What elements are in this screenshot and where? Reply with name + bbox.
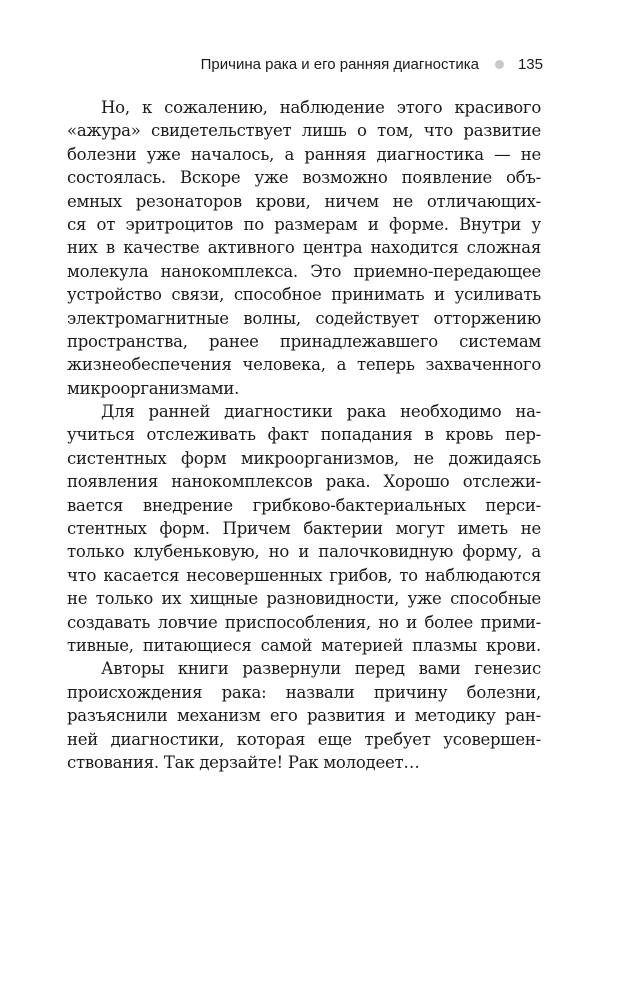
text-line: ствования. Так дерзайте! Рак молодеет… [67,752,420,772]
paragraph-2 [67,400,541,657]
text-line: электромагнитные волны, содействует отторжению [67,308,541,328]
text-line: пространства, ранее принадлежавшего системам [67,331,541,351]
text-line: только клубеньковую, но и палочковидную форму, а [67,542,541,562]
page-number: 135 [517,56,543,73]
text-line: систентных форм микроорганизмов, не дожидаясь [67,448,541,468]
text-line: разъяснили механизм его развития и методику ран- [67,706,541,726]
text-line: вается внедрение грибково-бактериальных перси- [67,495,541,515]
text-line: состоялась. Вскоре уже возможно появление объ- [67,168,541,188]
text-line: ся от эритроцитов по размерам и форме. Внутри у [67,214,541,234]
running-title: Причина рака и его ранняя диагностика [200,56,479,73]
bullet-separator-icon [495,60,504,69]
paragraph-1 [67,96,541,400]
text-line: не только их хищные разновидности, уже способные [67,589,541,609]
paragraph-3 [67,657,541,774]
text-line: появления нанокомплексов рака. Хорошо отслежи- [67,472,541,492]
text-line: создавать ловчие приспособления, но и более прими- [67,612,541,632]
text-line: «ажура» свидетельствует лишь о том, что развитие [67,121,541,141]
text-line: стентных форм. Причем бактерии могут иметь не [67,519,541,539]
text-line: устройство связи, способное принимать и усиливать [67,285,541,305]
text-line: микроорганизмами. [67,378,240,398]
text-line: жизнеобеспечения человека, а теперь захваченного [67,355,541,375]
text-line: что касается несовершенных грибов, то наблюдаются [67,565,541,585]
body-text [67,96,541,774]
text-line: болезни уже началось, а ранняя диагностика — не [67,144,541,164]
text-line: тивные, питающиеся самой материей плазмы крови. [67,635,541,655]
text-line: емных резонаторов крови, ничем не отличающих- [67,191,541,211]
text-line: происхождения рака: назвали причину болезни, [67,682,541,702]
text-line: молекула нанокомплекса. Это приемно-передающее [67,261,541,281]
text-line: учиться отслеживать факт попадания в кровь пер- [67,425,541,445]
text-line: Авторы книги развернули перед вами генезис [101,659,541,679]
text-line: них в качестве активного центра находится сложная [67,238,541,258]
text-line: Для ранней диагностики рака необходимо на- [101,402,541,422]
text-line: ней диагностики, которая еще требует усовершен- [67,729,541,749]
running-header [201,56,543,73]
text-line: Но, к сожалению, наблюдение этого красивого [101,98,541,117]
